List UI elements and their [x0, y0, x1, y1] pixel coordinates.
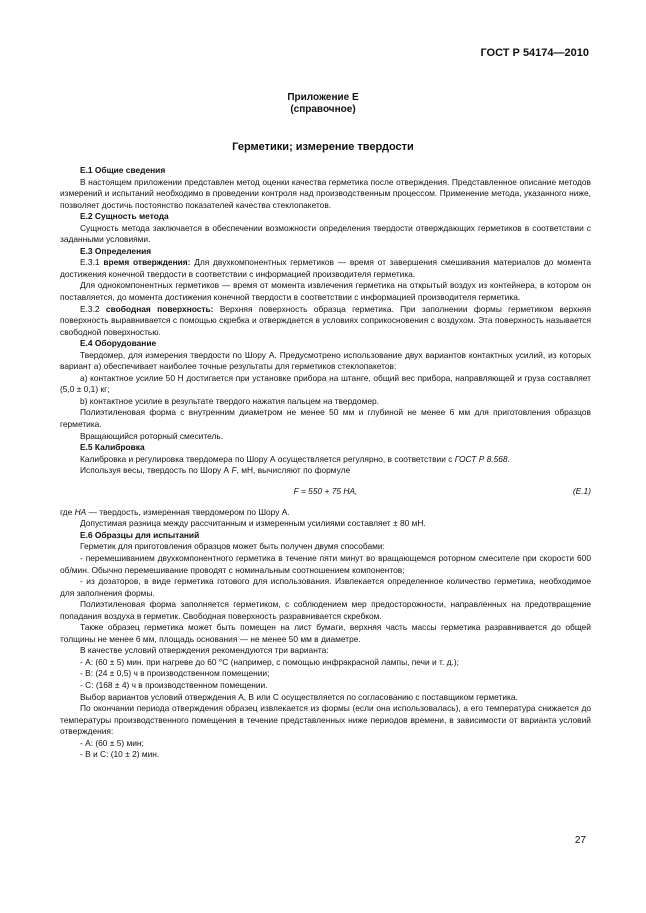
variable-ha: HA	[74, 506, 87, 517]
section-heading: Е.2 Сущность метода	[80, 211, 169, 222]
formula: F = 550 + 75 HA,	[293, 485, 358, 496]
paragraph: а) контактное усилие 50 Н достигается при установке прибора на штанге, общий вес прибора, направляющей и груза составляет (5,0 ± 0,1) кг;	[60, 372, 591, 395]
paragraph: b) контактное усилие в результате твердого нажатия пальцем на твердомер.	[80, 395, 379, 406]
definition-term: время отверждения:	[103, 257, 191, 268]
paragraph: Полиэтиленовая форма с внутренним диаметром не менее 50 мм и глубиной не менее 6 мм для приготовления образцов герметика.	[60, 407, 591, 430]
where-clause	[60, 507, 591, 519]
paragraph: Допустимая разница между рассчитанным и измеренным усилиями составляет ± 80 мН.	[80, 518, 426, 529]
definition-number: Е.3.1	[80, 257, 104, 268]
definition-paragraph	[60, 304, 591, 339]
standard-reference: ГОСТ Р 8.568.	[454, 453, 510, 464]
section-heading: Е.3 Определения	[80, 245, 152, 256]
section-heading: Е.1 Общие сведения	[80, 165, 166, 175]
list-item: - А: (60 ± 5) мин. при нагреве до 60 °С (например, с помощью инфракрасной лампы, печи и т. д.);	[80, 656, 459, 667]
section-heading: Е.6 Образцы для испытаний	[80, 529, 200, 540]
paragraph: Полиэтиленовая форма заполняется герметиком, с соблюдением мер предосторожности, направленных на предотвращение попадания воздуха в герметик. Свободная поверхность разравнивается скребком.	[60, 599, 591, 621]
list-item: - В и С: (10 ± 2) мин.	[80, 749, 160, 760]
paragraph: Для однокомпонентных герметиков — время от момента извлечения герметика на открытый воздух из контейнера, в котором он поставляется, до момента достижения конечной твердости в соответствии с информацией производителя герметика.	[60, 280, 591, 303]
appendix-title: Приложение Е	[287, 92, 359, 103]
paragraph: В настоящем приложении представлен метод оценки качества герметика после отверждения. Представленное описание методов измерений и испытаний необходимо в проведении контроля над производственным процессом. Применение метода, указанного ниже, позволяет достичь постоянство показателей качества стеклопакетов.	[60, 176, 591, 210]
paragraph	[60, 454, 591, 466]
document-body	[60, 165, 591, 761]
definition-text: Верхняя поверхность образца герметика. При заполнении формы герметиком верхняя поверхность выравнивается с помощью скребка и отверждается в условиях соприкосновения с воздухом. Эта поверхность называется свободной поверхностью.	[60, 303, 591, 337]
where-prefix: где	[60, 506, 75, 517]
appendix-note: (справочное)	[290, 104, 356, 115]
definition-number: Е.3.2	[80, 303, 106, 314]
standard-number: ГОСТ Р 54174—2010	[480, 47, 589, 59]
list-item: - А: (60 ± 5) мин;	[80, 737, 144, 748]
document-title: Герметики; измерение твердости	[232, 141, 414, 153]
list-item: - С: (168 ± 4) ч в производственном помещении.	[80, 679, 268, 690]
definition-paragraph	[60, 257, 591, 280]
formula-number: (E.1)	[572, 485, 591, 496]
paragraph: Выбор вариантов условий отверждения А, В или С осуществляется по согласованию с поставщиком герметика.	[80, 691, 518, 702]
list-item: - В: (24 ± 0,5) ч в производственном помещении;	[80, 668, 270, 679]
formula-block	[60, 477, 591, 507]
where-text: — твердость, измеренная твердомером по Шору А.	[86, 506, 290, 517]
section-heading: Е.4 Оборудование	[80, 338, 157, 349]
paragraph: В качестве условий отверждения рекомендуются три варианта:	[80, 645, 329, 656]
paragraph: Герметик для приготовления образцов может быть получен двумя способами:	[80, 541, 385, 552]
paragraph-text: Калибровка и регулировка твердомера по Шору А осуществляется регулярно, в соответствии с	[80, 453, 455, 464]
variable-f: F	[231, 465, 237, 476]
paragraph: Вращающийся роторный смеситель.	[80, 430, 224, 441]
paragraph: По окончании периода отверждения образец извлекается из формы (если она использовалась), а его температура снижается до температуры производственного помещения в течение представленных ниже периодов времени, в зависимости от варианта условий отверждения:	[60, 703, 591, 737]
definition-text: Для двухкомпонентных герметиков — время от завершения смешивания материалов до момента достижения конечной твердости в соответствии с информацией производителя герметика.	[60, 257, 592, 279]
definition-term: свободная поверхность:	[105, 303, 214, 314]
paragraph: - перемешиванием двухкомпонентного герметика в течение пяти минут во вращающемся роторном смесителе при скорости 600 об/мин. Обычно перемешивание проводят с номинальным соотношением компонентов;	[60, 552, 591, 575]
paragraph-text: Используя весы, твердость по Шору А	[80, 465, 232, 476]
paragraph: Сущность метода заключается в обеспечении возможности определения твердости отверждающих герметиков в соответствии с заданными условиями.	[60, 222, 591, 245]
paragraph	[60, 465, 591, 477]
page-number: 27	[574, 835, 586, 846]
paragraph: Также образец герметика может быть помещен на лист бумаги, верхняя часть массы герметика разравнивается до общей толщины не менее 6 мм, площадь основания — не менее 50 мм в диаметре.	[60, 622, 591, 644]
paragraph-text: , мН, вычисляют по формуле	[236, 465, 351, 476]
paragraph: - из дозаторов, в виде герметика готового для использования. Извлекается определенное количество герметика, необходимое для заполнения формы.	[60, 576, 591, 598]
section-heading: Е.5 Калибровка	[80, 442, 145, 453]
paragraph: Твердомер, для измерения твердости по Шору А. Предусмотрено использование двух вариантов контактных усилий, из которых вариант а) обеспечивает наиболее точные результаты для герметиков стеклопакетов:	[60, 349, 591, 372]
